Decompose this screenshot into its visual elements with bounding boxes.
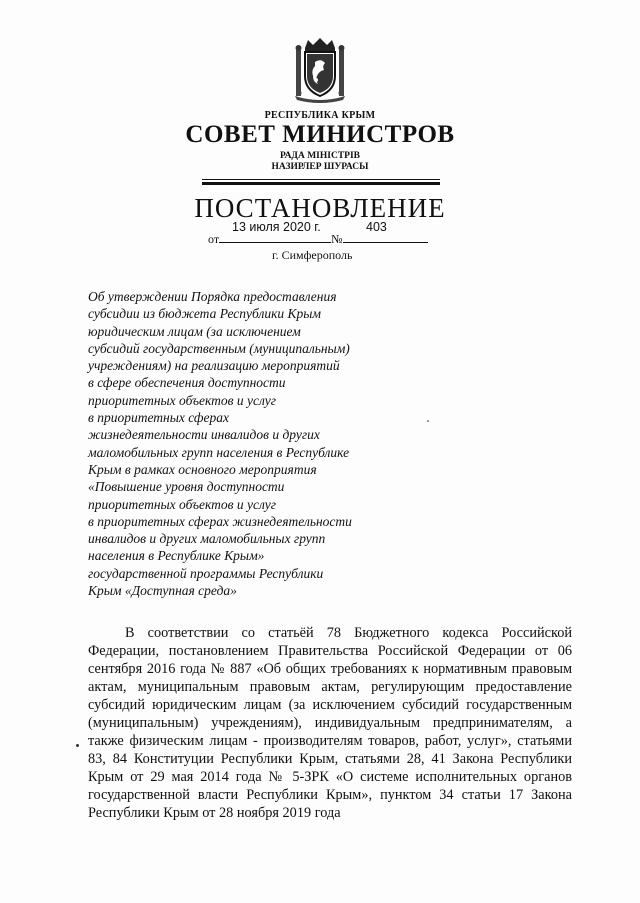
body-paragraph: В соответствии со статьёй 78 Бюджетного кодекса Российской Федерации, постановлением Правительства Российской Федерации от 06 сентября 2016 года № 887 «Об общих требованиях к нормативным правовым актам, муниципальным правовым актам, регулирующим предоставление субсидий юридическим лицам (за исключением субсидий государственным (муниципальным) учреждениям), индивидуальным предпринимателям, а также физическим лицам - производителям товаров, работ, услуг», статьями 83, 84 Конституции Республики Крым, статьями 28, 41 Закона Республики Крым от 29 мая 2014 года № 5-ЗРК «О системе исполнительных органов государственной власти Республики Крым», пунктом 34 статьи 17 Закона Республики Крым от 28 ноября 2019 года <box>88 625 572 821</box>
title-line: маломобильных групп населения в Республике <box>88 444 350 460</box>
council-name: СОВЕТ МИНИСТРОВ <box>185 121 455 148</box>
document-title <box>88 288 408 599</box>
document-city: г. Симферополь <box>272 248 353 262</box>
republic-name: РЕСПУБЛИКА КРЫМ <box>264 110 376 121</box>
title-line: государственной программы Республики <box>88 565 324 581</box>
title-line: в приоритетных сферах <box>88 410 229 426</box>
title-line: учреждениям) на реализацию мероприятий <box>88 358 340 374</box>
title-line: приоритетных объектов и услуг <box>88 392 276 408</box>
scan-speck <box>427 420 429 422</box>
header-divider-thin <box>202 179 440 180</box>
title-line: Об утверждении Порядка предоставления <box>88 289 337 304</box>
from-label: от <box>208 232 220 246</box>
document-number-value: 403 <box>366 220 387 234</box>
council-name-ukrainian: РАДА МІНІСТРІВ <box>279 151 360 161</box>
title-line: инвалидов и других маломобильных групп <box>88 531 326 547</box>
date-number-line <box>208 232 428 247</box>
title-line: в приоритетных сферах жизнедеятельности <box>88 513 352 529</box>
title-line: юридическим лицам (за исключением <box>88 323 301 339</box>
crimea-coat-of-arms-icon <box>291 36 349 104</box>
margin-mark <box>76 744 79 747</box>
title-line: Крым в рамках основного мероприятия <box>88 461 317 477</box>
date-blank-line <box>219 233 331 243</box>
title-line: субсидий государственным (муниципальным) <box>88 340 350 356</box>
header-divider-thick <box>202 182 440 185</box>
title-line: «Повышение уровня доступности <box>88 479 285 495</box>
title-line: в сфере обеспечения доступности <box>88 375 286 391</box>
number-blank-line <box>343 233 428 243</box>
council-name-crimean-tatar: НАЗИРЛЕР ШУРАСЫ <box>271 162 369 172</box>
title-line: приоритетных объектов и услуг <box>88 496 276 512</box>
title-line: Крым «Доступная среда» <box>88 583 237 599</box>
title-line: субсидии из бюджета Республики Крым <box>88 306 322 322</box>
title-line: населения в Республике Крым» <box>88 548 265 564</box>
title-line: жизнедеятельности инвалидов и других <box>88 427 320 443</box>
number-label: № <box>331 232 343 246</box>
document-type: ПОСТАНОВЛЕНИЕ <box>194 193 446 223</box>
document-date-value: 13 июля 2020 г. <box>232 220 321 234</box>
